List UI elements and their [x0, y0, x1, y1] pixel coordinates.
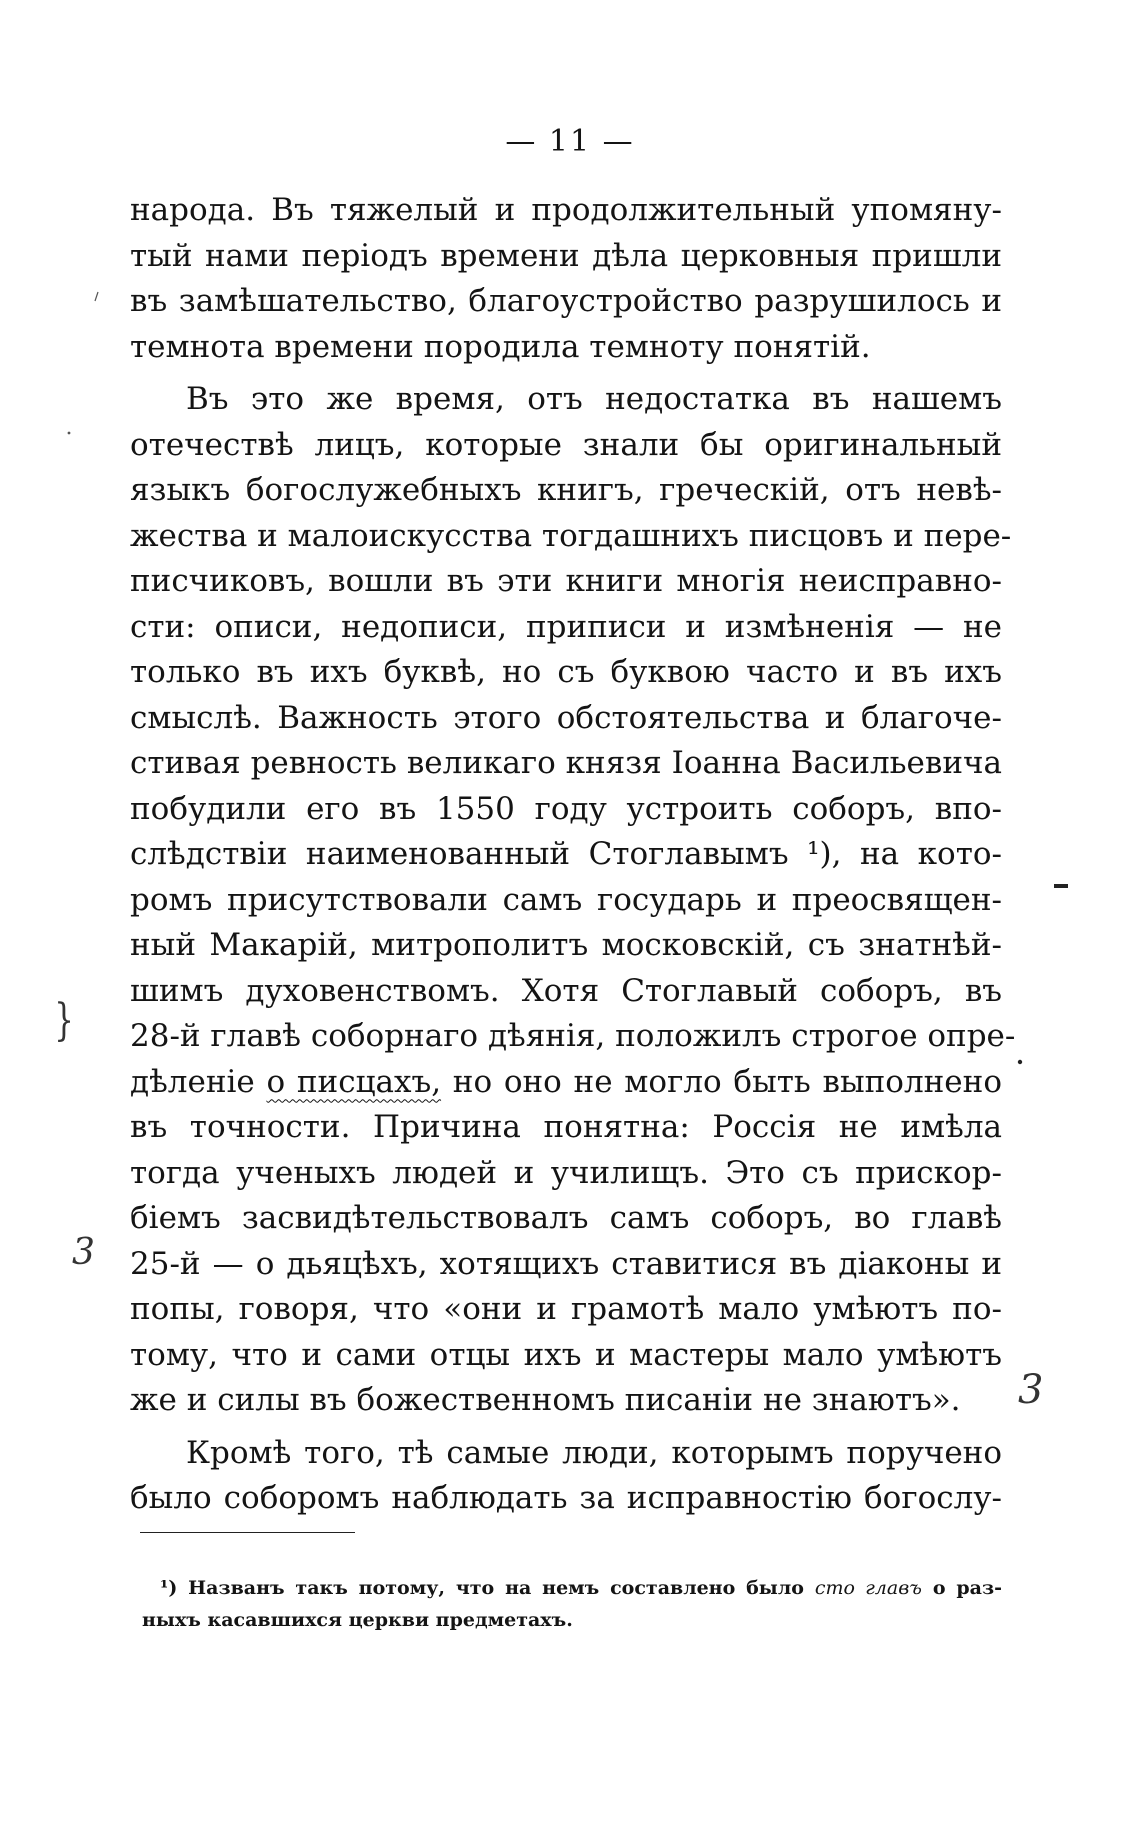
text-line: стивая ревность великаго князя Іоанна Васильевича [130, 745, 1002, 781]
footnote-line [160, 1572, 1002, 1604]
text-line: въ замѣшательство, благоустройство разрушилось и [130, 283, 1002, 319]
text-fragment: но оно не могло быть выполнено [452, 1063, 1002, 1100]
text-line: Кромѣ того, тѣ самые люди, которымъ поручено [186, 1434, 1002, 1471]
footnote-divider [140, 1532, 355, 1533]
footnote-italic: сто главъ [814, 1577, 922, 1599]
text-line: тый нами періодъ времени дѣла церковныя пришли [130, 237, 1002, 274]
text-line: біемъ засвидѣтельствовалъ самъ соборъ, во главѣ [130, 1200, 1002, 1236]
margin-dot-mark [1016, 1058, 1026, 1068]
text-line: шимъ духовенствомъ. Хотя Стоглавый соборъ, въ [130, 972, 1002, 1009]
page-number: — 11 — [505, 124, 635, 159]
text-line: смыслѣ. Важность этого обстоятельства и благоче- [130, 699, 1002, 736]
text-line: 28-й главѣ соборнаго дѣянія, положилъ строгое опре- [130, 1018, 1016, 1054]
text-line: попы, говоря, что «они и грамотѣ мало умѣютъ по- [130, 1291, 1002, 1327]
margin-dot-mark [66, 430, 74, 438]
text-line: же и силы въ божественномъ писаніи не знаютъ». [130, 1382, 961, 1418]
text-line [130, 1060, 1002, 1106]
text-line: только въ ихъ буквѣ, но съ буквою часто и въ ихъ [130, 654, 1002, 690]
text-line: жества и малоискусства тогдашнихъ писцовъ и пере- [130, 517, 1012, 554]
text-line: 25-й — о дьяцѣхъ, хотящихъ ставитися въ діаконы и [130, 1245, 1002, 1282]
text-line: слѣдствіи наименованный Стоглавымъ ¹), на кото- [130, 836, 1002, 872]
text-line: тому, что и сами отцы ихъ и мастеры мало умѣютъ [130, 1336, 1002, 1373]
footnote-line: ныхъ касавшихся церкви предметахъ. [142, 1609, 573, 1631]
margin-handwritten-3-mark: 3 [1018, 1367, 1044, 1413]
footnote [142, 1572, 1002, 1636]
margin-brace-mark: } [54, 995, 74, 1046]
text-line: темнота времени породила темноту понятій. [130, 328, 871, 365]
text-line: ромъ присутствовали самъ государь и преосвящен- [130, 881, 1002, 918]
underlined-phrase: о писцахъ, [266, 1063, 442, 1100]
text-line: ный Макарій, митрополитъ московскій, съ знатнѣй- [130, 927, 1002, 963]
footnote-text: о раз- [932, 1577, 1002, 1599]
text-line: писчиковъ, вошли въ эти книги многія неисправно- [130, 563, 1002, 599]
text-line: было соборомъ наблюдать за исправностію богослу- [130, 1480, 1002, 1516]
margin-handwritten-3-mark: 3 [72, 1232, 95, 1273]
text-line: побудили его въ 1550 году устроить соборъ, впо- [130, 790, 1002, 827]
text-fragment: дѣленіе [130, 1063, 255, 1100]
text-line: тогда ученыхъ людей и училищъ. Это съ прискор- [130, 1154, 1002, 1191]
margin-dot-mark [1052, 880, 1072, 892]
text-line: сти: описи, недописи, приписи и измѣненія — не [130, 608, 1002, 645]
text-line: отечествѣ лицъ, которые знали бы оригинальный [130, 426, 1002, 463]
text-line: въ точности. Причина понятна: Россія не имѣла [130, 1109, 1002, 1145]
text-line: народа. Въ тяжелый и продолжительный упомяну- [130, 192, 1002, 228]
text-line: Въ это же время, отъ недостатка въ нашемъ [186, 381, 1002, 417]
footnote-text: ¹) Названъ такъ потому, что на немъ составлено было [160, 1577, 804, 1599]
main-text [130, 188, 1016, 1522]
text-line: языкъ богослужебныхъ книгъ, греческій, отъ невѣ- [130, 472, 1002, 508]
margin-tick-mark [92, 290, 102, 304]
